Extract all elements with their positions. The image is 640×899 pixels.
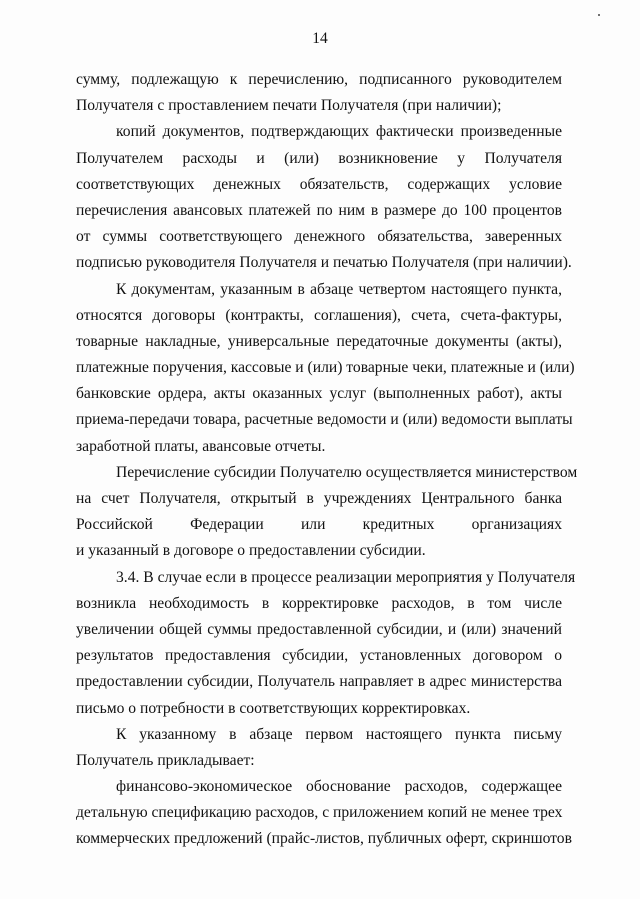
text-line: товарные накладные, универсальные передаточные документы (акты),	[76, 332, 562, 350]
text-line: 3.4. В случае если в процессе реализации мероприятия у Получателя	[116, 568, 576, 586]
text-line: К документам, указанным в абзаце четвертом настоящего пункта,	[116, 280, 562, 298]
text-line: приема-передачи товара, расчетные ведомости и (или) ведомости выплаты	[76, 411, 573, 429]
text-line: перечисления авансовых платежей по ним в размере до 100 процентов	[76, 201, 562, 219]
text-line: Российской Федерации или кредитных организациях	[76, 516, 562, 534]
text-line: финансово-экономическое обоснование расходов, содержащее	[116, 778, 562, 796]
text-line: относятся договоры (контракты, соглашения), счета, счета-фактуры,	[76, 306, 562, 324]
text-line: детальную спецификацию расходов, с приложением копий не менее трех	[76, 804, 563, 822]
text-line: Перечисление субсидии Получателю осуществляется министерством	[116, 463, 578, 481]
text-line: от суммы соответствующего денежного обязательства, заверенных	[76, 228, 562, 246]
text-line: предоставлении субсидии, Получатель направляет в адрес министерства	[76, 673, 562, 691]
text-line: Получателя с проставлением печати Получателя (при наличии);	[76, 97, 502, 115]
text-line: результатов предоставления субсидии, установленных договором о	[76, 647, 562, 665]
scan-speck	[598, 14, 600, 16]
text-line: письмо о потребности в соответствующих корректировках.	[76, 699, 471, 717]
text-line: банковские ордера, акты оказанных услуг (выполненных работ), акты	[76, 385, 562, 403]
text-line: К указанному в абзаце первом настоящего пункта письму	[116, 725, 562, 743]
text-line: Получателем расходы и (или) возникновение у Получателя	[76, 149, 562, 167]
text-line: и указанный в договоре о предоставлении субсидии.	[76, 542, 426, 560]
text-line: Получатель прикладывает:	[76, 751, 255, 769]
text-line: на счет Получателя, открытый в учреждениях Центрального банка	[76, 490, 562, 507]
text-line: заработной платы, авансовые отчеты.	[76, 437, 326, 455]
text-line: подписью руководителя Получателя и печатью Получателя (при наличии).	[76, 254, 572, 272]
document-body	[76, 67, 578, 853]
page-number: 14	[312, 30, 328, 47]
text-line: коммерческих предложений (прайс-листов, публичных оферт, скриншотов	[76, 830, 572, 848]
text-line: увеличении общей суммы предоставленной субсидии, и (или) значений	[76, 620, 562, 638]
text-line: сумму, подлежащую к перечислению, подписанного руководителем	[76, 71, 562, 88]
text-line: возникла необходимость в корректировке расходов, в том числе	[76, 594, 562, 612]
text-line: платежные поручения, кассовые и (или) товарные чеки, платежные и (или)	[76, 359, 575, 377]
text-line: копий документов, подтверждающих фактически произведенные	[116, 123, 562, 141]
text-line: соответствующих денежных обязательств, содержащих условие	[76, 175, 562, 193]
